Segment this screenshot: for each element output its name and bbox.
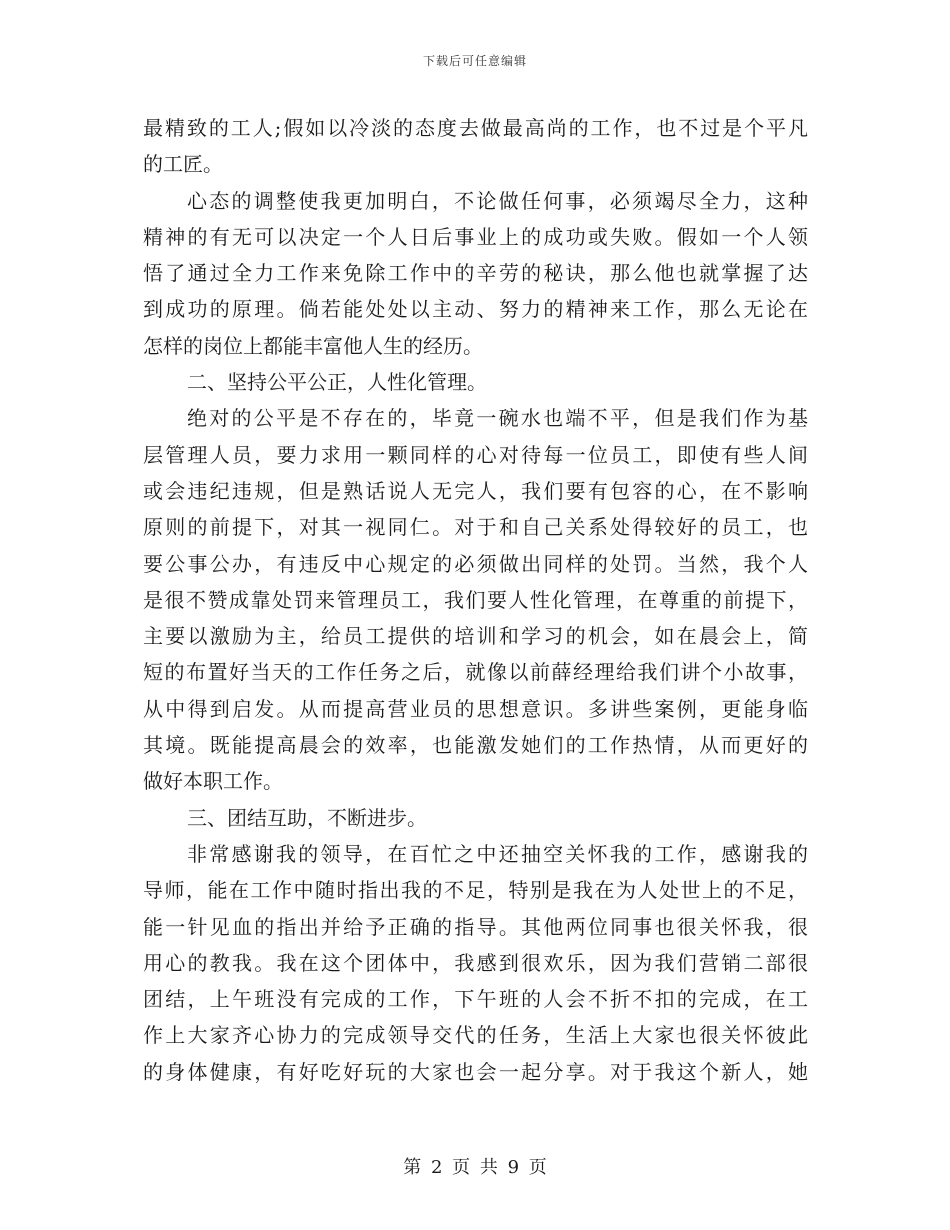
text-line: 或会违纪违规，但是熟话说人无完人，我们要有包容的心，在不影响 [143, 478, 808, 503]
text-line: 能一针见血的指出并给予正确的指导。其他两位同事也很关怀我，很 [143, 914, 808, 939]
text-line: 短的布置好当天的工作任务之后，就像以前薛经理给我们讲个小故事， [143, 660, 808, 685]
text-line: 三、团结互助，不断进步。 [187, 805, 427, 830]
text-line: 最精致的工人;假如以冷淡的态度去做最高尚的工作，也不过是个平凡 [143, 116, 808, 140]
text-line: 到成功的原理。倘若能处处以主动、努力的精神来工作，那么无论在 [143, 297, 808, 322]
text-line: 悟了通过全力工作来免除工作中的辛劳的秘诀，那么他也就掌握了达 [143, 261, 808, 286]
paragraph [143, 110, 808, 183]
text-line: 心态的调整使我更加明白，不论做任何事，必须竭尽全力，这种 [187, 188, 808, 213]
section-heading [143, 364, 808, 400]
text-line: 的工匠。 [143, 152, 223, 177]
text-line: 作上大家齐心协力的完成领导交代的任务，生活上大家也很关怀彼此 [143, 1023, 808, 1048]
text-line: 用心的教我。我在这个团体中，我感到很欢乐，因为我们营销二部很 [143, 950, 808, 975]
text-line: 主要以激励为主，给员工提供的培训和学习的机会，如在晨会上，简 [143, 624, 808, 649]
page-header: 下载后可任意编辑 [422, 54, 527, 68]
text-line: 是很不赞成靠处罚来管理员工，我们要人性化管理，在尊重的前提下， [143, 587, 808, 612]
paragraph [143, 183, 808, 364]
paragraph [143, 400, 808, 799]
page-number: 第 2 页 共 9 页 [403, 1157, 547, 1178]
text-line: 精神的有无可以决定一个人日后事业上的成功或失败。假如一个人领 [143, 224, 808, 249]
text-line: 非常感谢我的领导，在百忙之中还抽空关怀我的工作，感谢我的 [187, 841, 808, 866]
text-line: 二、坚持公平公正，人性化管理。 [187, 370, 487, 395]
text-line: 团结，上午班没有完成的工作，下午班的人会不折不扣的完成，在工 [143, 987, 808, 1012]
document-body [143, 110, 808, 1090]
text-line: 原则的前提下，对其一视同仁。对于和自己关系处得较好的员工，也 [143, 515, 808, 540]
text-line: 的身体健康，有好吃好玩的大家也会一起分享。对于我这个新人，她 [143, 1059, 808, 1084]
section-heading [143, 800, 808, 836]
text-line: 其境。既能提高晨会的效率，也能激发她们的工作热情，从而更好的 [143, 733, 808, 758]
paragraph [143, 836, 808, 1090]
text-line: 做好本职工作。 [143, 769, 283, 794]
text-line: 导师，能在工作中随时指出我的不足，特别是我在为人处世上的不足， [143, 878, 808, 903]
text-line: 怎样的岗位上都能丰富他人生的经历。 [143, 333, 483, 358]
text-line: 从中得到启发。从而提高营业员的思想意识。多讲些案例，更能身临 [143, 696, 808, 721]
text-line: 要公事公办，有违反中心规定的必须做出同样的处罚。当然，我个人 [143, 551, 808, 576]
text-line: 绝对的公平是不存在的，毕竟一碗水也端不平，但是我们作为基 [187, 406, 808, 431]
text-line: 层管理人员，要力求用一颗同样的心对待每一位员工，即使有些人间 [143, 442, 808, 467]
